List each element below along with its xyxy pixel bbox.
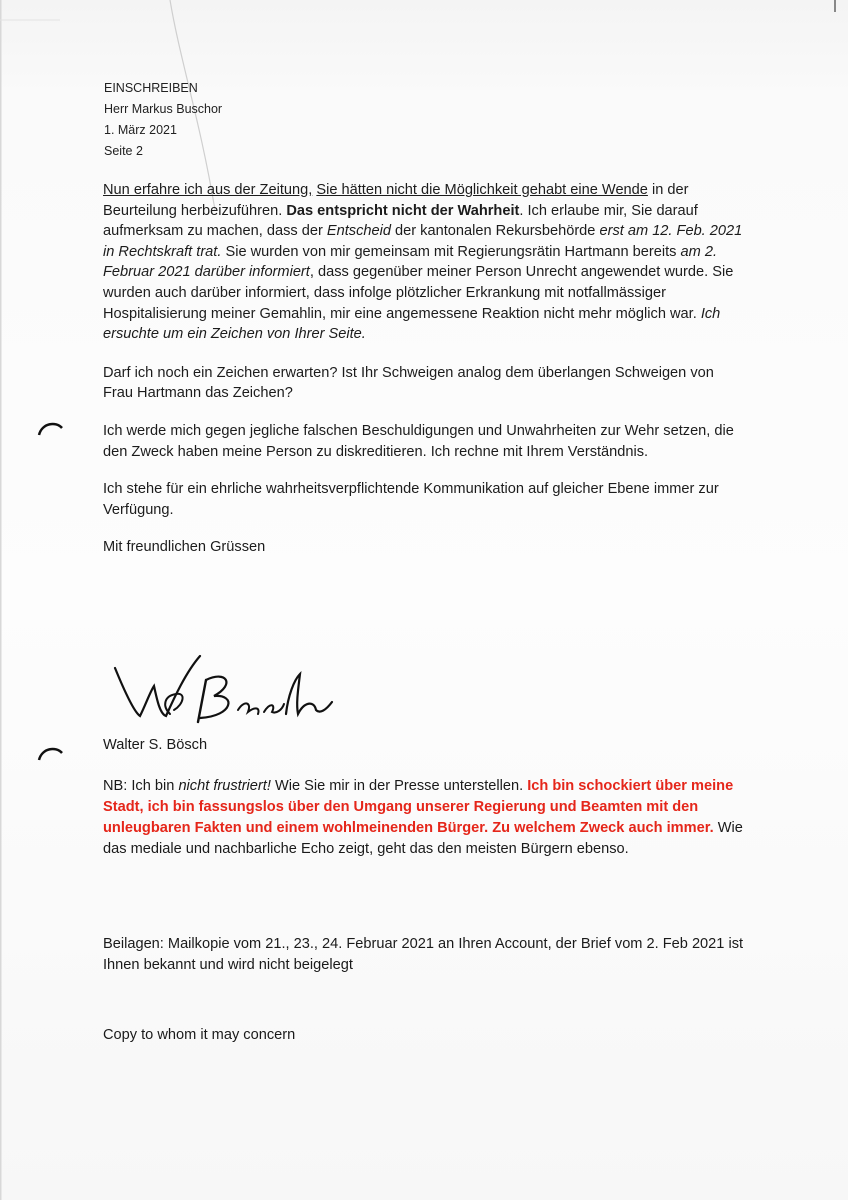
- p1-italic-4: Ich ersuchte um ein Zeichen von Ihrer Seite.: [103, 305, 721, 343]
- letter-header: [104, 78, 222, 162]
- p1-underlined-1: Nun erfahre ich aus der Zeitung,: [103, 182, 313, 198]
- signer-name: Walter S. Bösch: [103, 737, 208, 753]
- letter-body: [103, 180, 743, 558]
- header-recipient: Herr Markus Buschor: [104, 102, 223, 116]
- p1-text-1: in der Beurteilung herbeizuführen.: [103, 182, 689, 219]
- nb-italic: nicht frustriert!: [178, 778, 271, 794]
- paragraph-3: Ich werde mich gegen jegliche falschen Beschuldigungen und Unwahrheiten zur Wehr setzen, die den Zweck haben meine Person zu diskreditieren. Ich rechne mit Ihrem Verständnis.: [103, 422, 734, 460]
- p1-text-3: der kantonalen Rekursbehörde: [390, 223, 600, 240]
- p1-underlined-2: Sie hätten nicht die Möglichkeit gehabt eine Wende: [316, 182, 648, 198]
- p1-italic-3: am 2. Februar 2021 darüber informiert: [103, 243, 718, 281]
- enclosures: Beilagen: Mailkopie vom 21., 23., 24. Februar 2021 an Ihren Account, der Brief vom 2. Feb 2021 ist Ihnen bekannt und wird nicht beigelegt: [103, 936, 744, 973]
- postscript-note: [103, 776, 743, 860]
- paragraph-1: [103, 180, 743, 345]
- header-date: 1. März 2021: [104, 123, 177, 137]
- paragraph-2: Darf ich noch ein Zeichen erwarten? Ist Ihr Schweigen analog dem überlangen Schweigen von Frau Hartmann das Zeichen?: [103, 364, 714, 402]
- nb-text-1: NB: Ich bin: [103, 778, 179, 794]
- p1-italic-2: erst am 12. Feb. 2021 in Rechtskraft trat.: [103, 223, 743, 260]
- nb-text-3: Wie das mediale und nachbarliche Echo zeigt, geht das den meisten Bürgern ebenso.: [103, 820, 743, 857]
- header-registered: EINSCHREIBEN: [104, 81, 198, 95]
- nb-red-emphasis: Ich bin schockiert über meine Stadt, ich bin fassungslos über den Umgang unserer Regierung und Beamten mit den unleugbaren Fakten und einem wohlmeinenden Bürger. Zu welchem Zweck auch immer.: [103, 778, 734, 836]
- p1-italic-1: Entscheid: [326, 223, 391, 240]
- copy-notice: Copy to whom it may concern: [103, 1027, 296, 1043]
- header-page: Seite 2: [104, 144, 143, 158]
- closing-greeting: Mit freundlichen Grüssen: [103, 539, 266, 556]
- nb-text-2: Wie Sie mir in der Presse unterstellen.: [270, 778, 528, 794]
- handwritten-signature: [110, 650, 360, 740]
- p1-text-2: . Ich erlaube mir, Sie darauf aufmerksam zu machen, dass der: [103, 202, 698, 240]
- punch-hole-mark: [36, 420, 64, 438]
- punch-hole-mark: [36, 745, 64, 763]
- p1-text-4: Sie wurden von mir gemeinsam mit Regierungsrätin Hartmann bereits: [221, 243, 681, 260]
- paragraph-4: Ich stehe für ein ehrliche wahrheitsverpflichtende Kommunikation auf gleicher Ebene immer zur Verfügung.: [103, 481, 719, 518]
- p1-text-5: , dass gegenüber meiner Person Unrecht angewendet wurde. Sie wurden auch darüber informiert, dass infolge plötzlicher Erkrankung mit notfallmässiger Hospitalisierung meiner Gemahlin, mir eine angemessene Reaktion nicht mehr möglich war.: [103, 264, 734, 322]
- p1-bold: Das entspricht nicht der Wahrheit: [286, 202, 520, 219]
